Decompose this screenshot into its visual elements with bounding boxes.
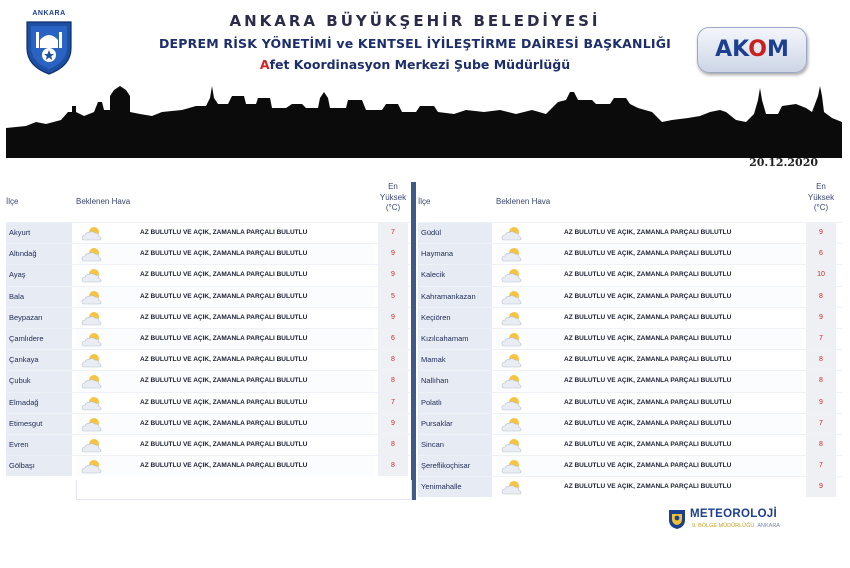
table-row bbox=[418, 328, 842, 349]
ankara-shield-icon bbox=[22, 14, 76, 76]
weather-description: AZ BULUTLU VE AÇIK, ZAMANLA PARÇALI BULUTLU bbox=[532, 244, 802, 264]
partly-cloudy-icon bbox=[81, 374, 103, 389]
weather-icon-cell bbox=[496, 287, 532, 307]
meteoroloji-name: METEOROLOJİ bbox=[690, 508, 778, 520]
meteoroloji-emblem-icon bbox=[668, 508, 686, 530]
max-temperature: 6 bbox=[806, 244, 836, 264]
header-titles bbox=[150, 12, 680, 72]
weather-icon-cell bbox=[496, 265, 532, 285]
district-name: Haymana bbox=[418, 244, 492, 264]
max-temperature: 8 bbox=[806, 350, 836, 370]
ankara-logo bbox=[22, 10, 76, 76]
weather-icon-cell bbox=[76, 393, 112, 413]
weather-description: AZ BULUTLU VE AÇIK, ZAMANLA PARÇALI BULUTLU bbox=[532, 223, 802, 243]
akom-letters-ak: AK bbox=[715, 37, 749, 62]
weather-icon-cell bbox=[76, 287, 112, 307]
max-temperature: 9 bbox=[806, 308, 836, 328]
table-row bbox=[418, 222, 842, 243]
title-branch bbox=[150, 57, 680, 72]
title-department: DEPREM RİSK YÖNETİMİ ve KENTSEL İYİLEŞTİRME DAİRESİ BAŞKANLIĞI bbox=[158, 36, 672, 51]
header bbox=[0, 0, 850, 169]
weather-description: AZ BULUTLU VE AÇIK, ZAMANLA PARÇALI BULUTLU bbox=[532, 350, 802, 370]
table-row bbox=[418, 476, 842, 497]
max-temperature: 9 bbox=[378, 308, 408, 328]
weather-description: AZ BULUTLU VE AÇIK, ZAMANLA PARÇALI BULUTLU bbox=[532, 329, 802, 349]
max-temperature: 9 bbox=[806, 223, 836, 243]
weather-description: AZ BULUTLU VE AÇIK, ZAMANLA PARÇALI BULUTLU bbox=[532, 308, 802, 328]
header-max-temp-line3: (°C) bbox=[813, 203, 829, 212]
district-name: Çamlıdere bbox=[6, 329, 72, 349]
weather-icon-cell bbox=[496, 350, 532, 370]
weather-description: AZ BULUTLU VE AÇIK, ZAMANLA PARÇALI BULUTLU bbox=[532, 393, 802, 413]
weather-icon-cell bbox=[496, 308, 532, 328]
max-temperature: 5 bbox=[378, 287, 408, 307]
max-temperature: 8 bbox=[378, 435, 408, 455]
weather-description: AZ BULUTLU VE AÇIK, ZAMANLA PARÇALI BULUTLU bbox=[532, 414, 802, 434]
table-row bbox=[6, 222, 410, 243]
title-municipality: ANKARA BÜYÜKŞEHİR BELEDİYESİ bbox=[229, 12, 601, 30]
weather-icon-cell bbox=[496, 393, 532, 413]
district-name: Evren bbox=[6, 435, 72, 455]
weather-description: AZ BULUTLU VE AÇIK, ZAMANLA PARÇALI BULUTLU bbox=[532, 456, 802, 476]
weather-description: AZ BULUTLU VE AÇIK, ZAMANLA PARÇALI BULUTLU bbox=[112, 435, 374, 455]
max-temperature: 9 bbox=[806, 393, 836, 413]
table-row bbox=[6, 243, 410, 264]
weather-description: AZ BULUTLU VE AÇIK, ZAMANLA PARÇALI BULUTLU bbox=[112, 371, 374, 391]
table-row bbox=[6, 328, 410, 349]
district-name: Güdül bbox=[418, 223, 492, 243]
table-row bbox=[6, 307, 410, 328]
partly-cloudy-icon bbox=[81, 459, 103, 474]
partly-cloudy-icon bbox=[501, 396, 523, 411]
partly-cloudy-icon bbox=[501, 332, 523, 347]
district-name: Şereflikoçhisar bbox=[418, 456, 492, 476]
district-name: Altındağ bbox=[6, 244, 72, 264]
weather-description: AZ BULUTLU VE AÇIK, ZAMANLA PARÇALI BULUTLU bbox=[112, 223, 374, 243]
district-name: Kahramankazan bbox=[418, 287, 492, 307]
table-row bbox=[418, 413, 842, 434]
table-row bbox=[418, 286, 842, 307]
weather-description: AZ BULUTLU VE AÇIK, ZAMANLA PARÇALI BULUTLU bbox=[532, 265, 802, 285]
weather-icon-cell bbox=[496, 371, 532, 391]
partly-cloudy-icon bbox=[501, 417, 523, 432]
partly-cloudy-icon bbox=[81, 396, 103, 411]
max-temperature: 9 bbox=[378, 414, 408, 434]
district-name: Elmadağ bbox=[6, 393, 72, 413]
weather-icon-cell bbox=[76, 435, 112, 455]
table-row bbox=[418, 307, 842, 328]
table-row bbox=[418, 264, 842, 285]
max-temperature: 10 bbox=[806, 265, 836, 285]
weather-description: AZ BULUTLU VE AÇIK, ZAMANLA PARÇALI BULUTLU bbox=[112, 265, 374, 285]
district-name: Nallıhan bbox=[418, 371, 492, 391]
weather-description: AZ BULUTLU VE AÇIK, ZAMANLA PARÇALI BULUTLU bbox=[112, 393, 374, 413]
table-row bbox=[418, 349, 842, 370]
table-row bbox=[418, 370, 842, 391]
max-temperature: 9 bbox=[806, 477, 836, 497]
header-max-temp-line3: (°C) bbox=[385, 203, 401, 212]
district-name: Mamak bbox=[418, 350, 492, 370]
max-temperature: 8 bbox=[378, 371, 408, 391]
title-branch-rest: fet Koordinasyon Merkezi Şube Müdürlüğü bbox=[269, 57, 571, 72]
weather-icon-cell bbox=[76, 308, 112, 328]
partly-cloudy-icon bbox=[501, 353, 523, 368]
weather-icon-cell bbox=[496, 329, 532, 349]
partly-cloudy-icon bbox=[501, 268, 523, 283]
table-row bbox=[418, 392, 842, 413]
title-branch-initial: A bbox=[259, 57, 270, 72]
weather-icon-cell bbox=[496, 435, 532, 455]
table-row bbox=[6, 370, 410, 391]
header-max-temp-line1: En bbox=[388, 182, 398, 191]
weather-icon-cell bbox=[76, 371, 112, 391]
max-temperature: 7 bbox=[378, 393, 408, 413]
meteoroloji-subtitle bbox=[692, 523, 780, 529]
partly-cloudy-icon bbox=[501, 226, 523, 241]
max-temperature: 8 bbox=[378, 456, 408, 476]
weather-icon-cell bbox=[496, 414, 532, 434]
weather-description: AZ BULUTLU VE AÇIK, ZAMANLA PARÇALI BULUTLU bbox=[112, 244, 374, 264]
bulletin-date: 20.12.2020 bbox=[749, 156, 818, 169]
table-row bbox=[418, 243, 842, 264]
partly-cloudy-icon bbox=[81, 290, 103, 305]
column-divider bbox=[411, 182, 416, 500]
district-name: Ayaş bbox=[6, 265, 72, 285]
table-header bbox=[6, 180, 410, 222]
weather-description: AZ BULUTLU VE AÇIK, ZAMANLA PARÇALI BULUTLU bbox=[532, 287, 802, 307]
weather-description: AZ BULUTLU VE AÇIK, ZAMANLA PARÇALI BULUTLU bbox=[112, 329, 374, 349]
partly-cloudy-icon bbox=[81, 226, 103, 241]
weather-icon-cell bbox=[496, 244, 532, 264]
meteoroloji-region: 9. BÖLGE MÜDÜRLÜĞÜ bbox=[692, 523, 755, 529]
max-temperature: 7 bbox=[806, 456, 836, 476]
district-name: Kalecik bbox=[418, 265, 492, 285]
district-name: Etimesgut bbox=[6, 414, 72, 434]
district-name: Akyurt bbox=[6, 223, 72, 243]
max-temperature: 8 bbox=[806, 287, 836, 307]
weather-description: AZ BULUTLU VE AÇIK, ZAMANLA PARÇALI BULUTLU bbox=[112, 456, 374, 476]
weather-icon-cell bbox=[76, 244, 112, 264]
partly-cloudy-icon bbox=[81, 438, 103, 453]
table-row bbox=[418, 455, 842, 476]
partly-cloudy-icon bbox=[501, 247, 523, 262]
partly-cloudy-icon bbox=[501, 311, 523, 326]
weather-icon-cell bbox=[496, 456, 532, 476]
weather-description: AZ BULUTLU VE AÇIK, ZAMANLA PARÇALI BULUTLU bbox=[112, 287, 374, 307]
logo-label: ANKARA bbox=[32, 10, 66, 17]
partly-cloudy-icon bbox=[81, 353, 103, 368]
weather-icon-cell bbox=[76, 265, 112, 285]
max-temperature: 6 bbox=[378, 329, 408, 349]
weather-icon-cell bbox=[496, 223, 532, 243]
weather-description: AZ BULUTLU VE AÇIK, ZAMANLA PARÇALI BULUTLU bbox=[112, 350, 374, 370]
table-body bbox=[418, 222, 842, 497]
district-name: Gölbaşı bbox=[6, 456, 72, 476]
meteoroloji-logo bbox=[668, 506, 818, 536]
max-temperature: 9 bbox=[378, 244, 408, 264]
partly-cloudy-icon bbox=[501, 438, 523, 453]
akom-letter-m: M bbox=[766, 37, 789, 62]
district-name: Bala bbox=[6, 287, 72, 307]
header-max-temp-line1: En bbox=[816, 182, 826, 191]
ankara-skyline-icon bbox=[6, 82, 842, 158]
partly-cloudy-icon bbox=[81, 332, 103, 347]
district-name: Sincan bbox=[418, 435, 492, 455]
district-name: Pursaklar bbox=[418, 414, 492, 434]
max-temperature: 8 bbox=[378, 350, 408, 370]
partly-cloudy-icon bbox=[501, 459, 523, 474]
header-expected-weather: Beklenen Hava bbox=[76, 197, 131, 206]
table-row bbox=[6, 264, 410, 285]
header-max-temp-line2: Yüksek bbox=[379, 192, 407, 202]
weather-description: AZ BULUTLU VE AÇIK, ZAMANLA PARÇALI BULUTLU bbox=[532, 435, 802, 455]
meteoroloji-city: ANKARA bbox=[757, 523, 780, 529]
partly-cloudy-icon bbox=[501, 290, 523, 305]
table-row bbox=[6, 413, 410, 434]
forecast-table-right bbox=[418, 180, 842, 497]
header-district: İlçe bbox=[6, 197, 19, 206]
header-expected-weather: Beklenen Hava bbox=[496, 197, 551, 206]
weather-icon-cell bbox=[76, 456, 112, 476]
table-body bbox=[6, 222, 410, 476]
partly-cloudy-icon bbox=[81, 247, 103, 262]
district-name: Beypazarı bbox=[6, 308, 72, 328]
weather-icon-cell bbox=[76, 350, 112, 370]
max-temperature: 9 bbox=[378, 265, 408, 285]
district-name: Keçiören bbox=[418, 308, 492, 328]
header-district: İlçe bbox=[418, 197, 431, 206]
weather-description: AZ BULUTLU VE AÇIK, ZAMANLA PARÇALI BULUTLU bbox=[532, 477, 802, 497]
max-temperature: 7 bbox=[378, 223, 408, 243]
weather-description: AZ BULUTLU VE AÇIK, ZAMANLA PARÇALI BULUTLU bbox=[532, 371, 802, 391]
table-row bbox=[6, 455, 410, 476]
max-temperature: 7 bbox=[806, 414, 836, 434]
district-name: Kızılcahamam bbox=[418, 329, 492, 349]
district-name: Çubuk bbox=[6, 371, 72, 391]
forecast-table-left bbox=[6, 180, 410, 476]
header-max-temp bbox=[804, 180, 838, 222]
district-name: Polatlı bbox=[418, 393, 492, 413]
table-left-empty-cell bbox=[76, 480, 412, 500]
table-row bbox=[6, 349, 410, 370]
weather-description: AZ BULUTLU VE AÇIK, ZAMANLA PARÇALI BULUTLU bbox=[112, 308, 374, 328]
akom-letter-o: O bbox=[748, 37, 767, 62]
table-row bbox=[6, 392, 410, 413]
weather-icon-cell bbox=[76, 223, 112, 243]
weather-icon-cell bbox=[496, 477, 532, 497]
district-name: Çankaya bbox=[6, 350, 72, 370]
weather-icon-cell bbox=[76, 414, 112, 434]
partly-cloudy-icon bbox=[81, 311, 103, 326]
weather-description: AZ BULUTLU VE AÇIK, ZAMANLA PARÇALI BULUTLU bbox=[112, 414, 374, 434]
header-max-temp bbox=[376, 180, 410, 222]
partly-cloudy-icon bbox=[81, 417, 103, 432]
max-temperature: 8 bbox=[806, 371, 836, 391]
partly-cloudy-icon bbox=[81, 268, 103, 283]
akom-logo bbox=[697, 27, 807, 73]
table-row bbox=[6, 286, 410, 307]
table-row bbox=[418, 434, 842, 455]
weather-icon-cell bbox=[76, 329, 112, 349]
max-temperature: 7 bbox=[806, 329, 836, 349]
table-header bbox=[418, 180, 842, 222]
partly-cloudy-icon bbox=[501, 480, 523, 495]
partly-cloudy-icon bbox=[501, 374, 523, 389]
header-max-temp-line2: Yüksek bbox=[807, 192, 835, 202]
district-name: Yenimahalle bbox=[418, 477, 492, 497]
max-temperature: 8 bbox=[806, 435, 836, 455]
table-row bbox=[6, 434, 410, 455]
